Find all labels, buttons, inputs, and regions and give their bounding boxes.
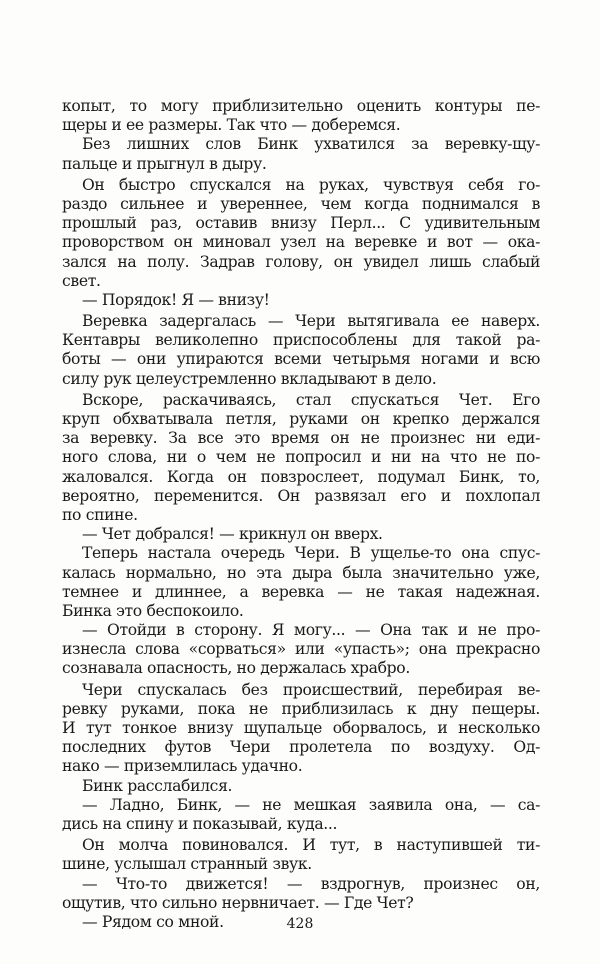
body-text: [62, 97, 540, 932]
text-line: Кентавры великолепно приспособлены для такой ра-: [62, 331, 540, 350]
text-line: — Отойди в сторону. Я могу... — Она так и не про-: [82, 621, 540, 640]
text-line: круп обхватывала петля, руками он крепко держался: [62, 410, 540, 428]
text-line: прошлый раз, оставив внизу Перл... С удивительным: [62, 214, 540, 233]
text-line: И тут тонкое внизу щупальце оборвалось, и несколько: [62, 719, 540, 737]
text-line: за веревку. За все это время он не произнес ни еди-: [62, 429, 540, 448]
page-number: 428: [286, 916, 314, 932]
text-line: — Чет добрался! — крикнул он вверх.: [82, 525, 383, 544]
text-line: Он быстро спускался на руках, чувствуя себя го-: [82, 175, 540, 194]
text-line: Вскоре, раскачиваясь, стал спускаться Чет. Его: [82, 390, 540, 409]
text-line: жаловался. Когда он повзрослеет, подумал Бинк, то,: [62, 467, 540, 486]
text-line: раздо сильнее и увереннее, чем когда поднимался в: [62, 194, 540, 213]
text-line: Он молча повиновался. И тут, в наступившей ти-: [82, 836, 540, 855]
text-line: — Что-то движется! — вздрогнув, произнес он,: [82, 874, 540, 893]
text-line: по спине.: [62, 505, 138, 524]
text-line: — Рядом со мной.: [82, 912, 224, 931]
text-line: Без лишних слов Бинк ухватился за веревку-щу-: [82, 135, 540, 154]
text-line: Бинк расслабился.: [82, 776, 233, 795]
text-line: нако — приземлилась удачно.: [62, 757, 303, 776]
text-line: свет.: [62, 271, 101, 290]
text-line: ощутив, что сильно нервничает. — Где Чет?: [62, 893, 414, 912]
text-line: проворством он миновал узел на веревке и вот — ока-: [62, 233, 540, 252]
text-line: силу рук целеустремленно вкладывают в дело.: [62, 369, 437, 388]
text-line: Веревка задергалась — Чери вытягивала ее наверх.: [82, 312, 540, 331]
text-line: ревку руками, пока не приблизилась к дну пещеры.: [62, 699, 540, 718]
text-line: калась нормально, но эта дыра была значительно уже,: [62, 563, 540, 582]
text-line: боты — они упираются всеми четырьмя ногами и всю: [62, 350, 540, 369]
text-line: копыт, то могу приблизительно оценить контуры пе-: [62, 97, 540, 115]
text-line: дись на спину и показывай, куда...: [62, 814, 338, 833]
text-line: пальце и прыгнул в дыру.: [62, 154, 267, 173]
text-line: — Порядок! Я — внизу!: [82, 290, 270, 309]
text-line: вероятно, переменится. Он развязал его и похлопал: [62, 486, 540, 505]
text-line: темнее и длиннее, а веревка — не такая надежная.: [62, 582, 540, 601]
text-line: Чери спускалась без происшествий, перебирая ве-: [82, 680, 540, 699]
text-line: шине, услышал странный звук.: [62, 855, 312, 874]
text-line: изнесла слова «сорваться» или «упасть»; она прекрасно: [62, 640, 540, 659]
text-line: ного слова, ни о чем не попросил и ни на что не по-: [62, 448, 540, 467]
text-line: зался на полу. Задрав голову, он увидел лишь слабый: [62, 252, 540, 271]
text-line: щеры и ее размеры. Так что — доберемся.: [62, 116, 401, 135]
text-line: последних футов Чери пролетела по воздуху. Од-: [62, 738, 540, 757]
text-line: сознавала опасность, но держалась храбро.: [62, 659, 410, 678]
text-line: — Ладно, Бинк, — не мешкая заявила она, — са-: [82, 795, 540, 814]
text-line: Бинка это беспокоило.: [62, 601, 244, 620]
text-line: Теперь настала очередь Чери. В ущелье-то она спус-: [82, 544, 540, 563]
